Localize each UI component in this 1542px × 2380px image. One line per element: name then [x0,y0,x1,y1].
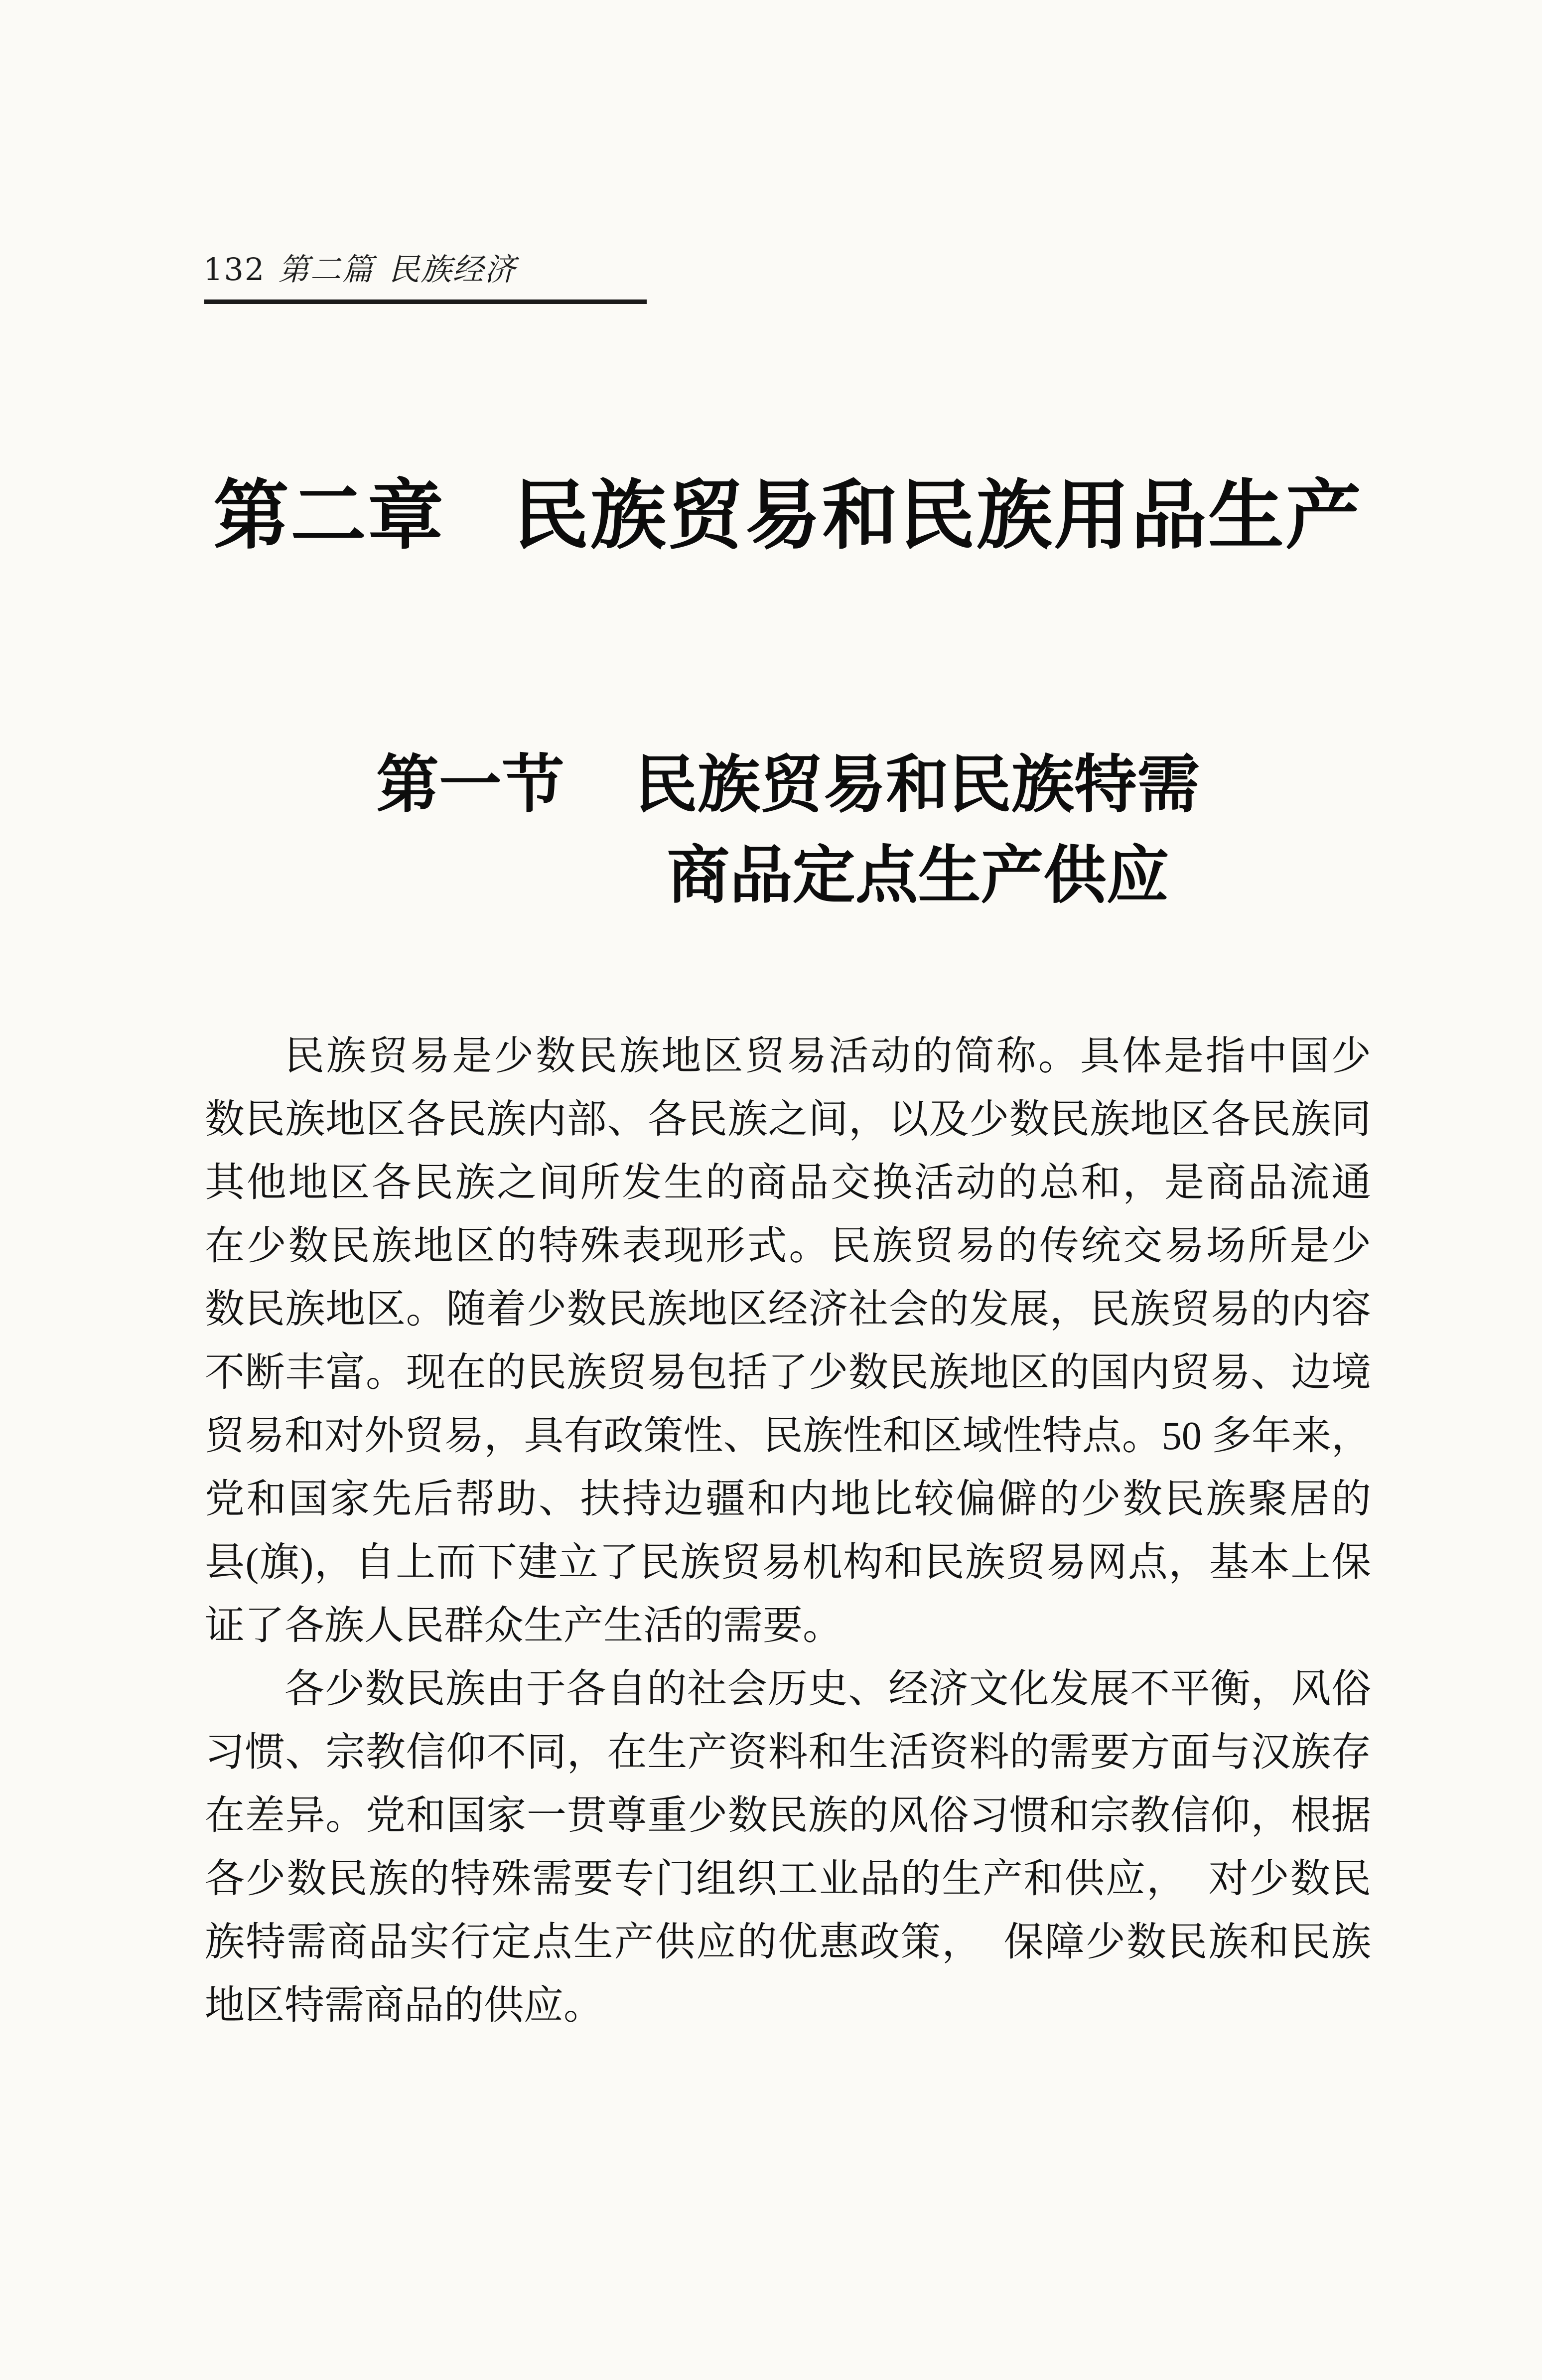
body-line: 其他地区各民族之间所发生的商品交换活动的总和，是商品流通 [205,1161,1371,1205]
body-line: 在差异。党和国家一贯尊重少数民族的风俗习惯和宗教信仰，根据 [205,1794,1371,1838]
chapter-title: 民族贸易和民族用品生产 [513,474,1363,558]
body-line: 在少数民族地区的特殊表现形式。民族贸易的传统交易场所是少 [205,1224,1371,1268]
body-line: 县(旗)，自上而下建立了民族贸易机构和民族贸易网点，基本上保 [205,1541,1371,1585]
section-number: 第一节 [376,751,564,820]
body-line: 数民族地区各民族内部、各民族之间，以及少数民族地区各民族同 [205,1098,1371,1142]
page-number: 132 [203,251,266,288]
running-header [203,252,516,288]
part-title: 民族经济 [389,253,517,287]
section-title-line1: 民族贸易和民族特需 [635,751,1200,820]
body-line: 地区特需商品的供应。 [205,1984,603,2028]
paragraph-2 [205,1658,1371,2038]
body-line: 证了各族人民群众生产生活的需要。 [205,1604,842,1648]
part-label: 第二篇 [278,253,374,287]
body-line: 族特需商品实行定点生产供应的优惠政策， 保障少数民族和民族 [205,1921,1371,1964]
body-line: 民族贸易是少数民族地区贸易活动的简称。具体是指中国少 [284,1035,1371,1078]
body-line: 不断丰富。现在的民族贸易包括了少数民族地区的国内贸易、边境 [205,1351,1371,1395]
body-text [205,1025,1371,2038]
body-line: 各少数民族由于各自的社会历史、经济文化发展不平衡，风俗 [284,1667,1371,1711]
section-title-line1-row [205,741,1371,831]
body-line: 党和国家先后帮助、扶持边疆和内地比较偏僻的少数民族聚居的 [205,1478,1371,1521]
body-line: 习惯、宗教信仰不同，在生产资料和生活资料的需要方面与汉族存 [205,1731,1371,1775]
header-rule [204,299,647,304]
body-line: 贸易和对外贸易，具有政策性、民族性和区域性特点。50 多年来， [205,1414,1371,1458]
chapter-heading [205,474,1371,558]
chapter-number: 第二章 [213,474,445,558]
body-line: 各少数民族的特殊需要专门组织工业品的生产和供应， 对少数民 [205,1857,1371,1901]
section-title-line2: 商品定点生产供应 [667,842,1169,911]
section-heading [205,741,1371,922]
paragraph-1 [205,1025,1371,1658]
body-line: 数民族地区。随着少数民族地区经济社会的发展，民族贸易的内容 [205,1288,1371,1332]
